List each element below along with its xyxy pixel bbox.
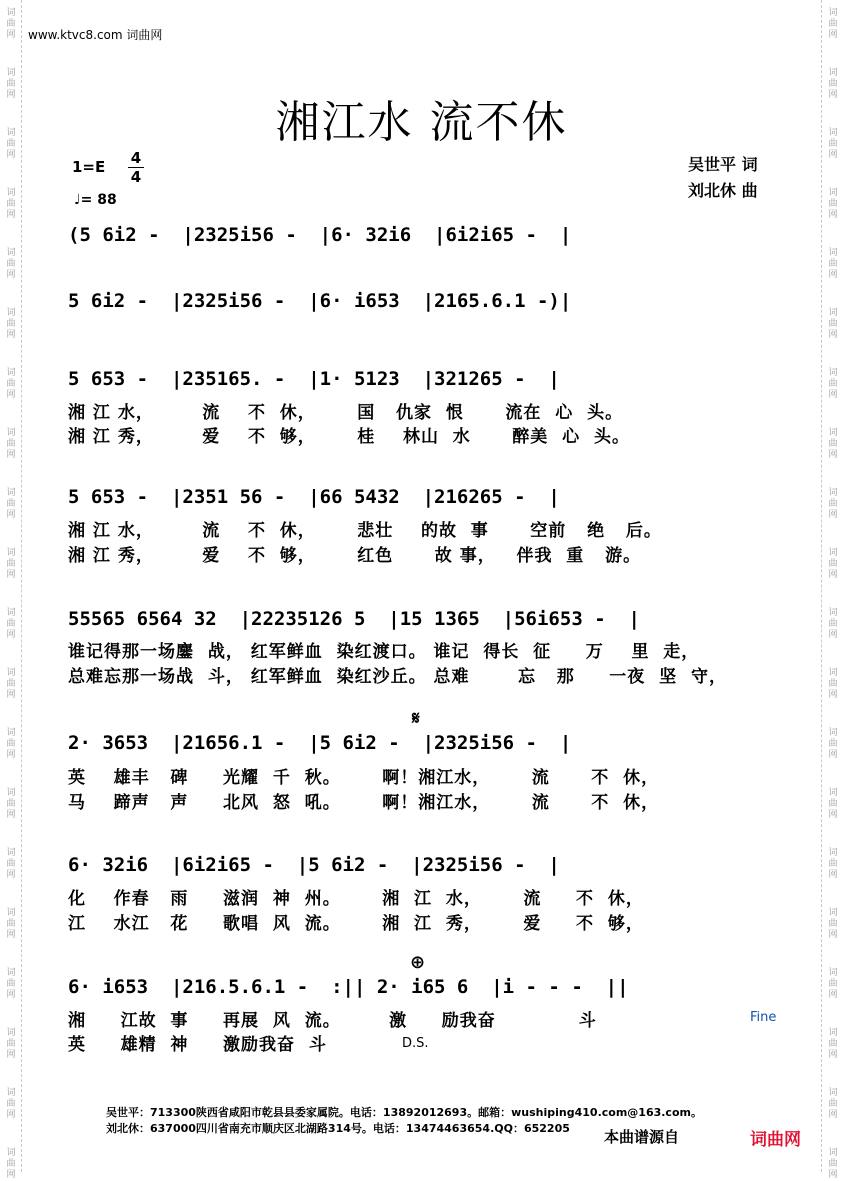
watermark-text: 词 曲 网 <box>828 908 838 940</box>
watermark-text: 词 曲 网 <box>828 128 838 160</box>
ds-mark: D.S. <box>402 1036 429 1051</box>
tempo-marking <box>74 192 117 208</box>
watermark-text: 词 曲 网 <box>6 428 16 460</box>
watermark-text: 词 曲 网 <box>828 548 838 580</box>
music-line-5: 55565 6564 32 |22235126 5 |15 1365 |56i653 - | <box>68 608 640 630</box>
lyric-line-4b: 湘 江 秀， 爱 不 够， 红色 故 事， 伴我 重 游。 <box>68 546 642 566</box>
lyric-line-7b: 江 水江 花 歌唱 风 流。 湘 江 秀， 爱 不 够， <box>68 914 644 934</box>
watermark-text: 词 曲 网 <box>6 188 16 220</box>
lyric-line-5b: 总难忘那一场战 斗， 红军鲜血 染红沙丘。 总难 忘 那 一夜 坚 守， <box>68 667 727 687</box>
watermark-text: 词 曲 网 <box>6 1148 16 1180</box>
lyric-line-5a: 谁记得那一场鏖 战， 红军鲜血 染红渡口。 谁记 得长 征 万 里 走， <box>68 642 700 662</box>
watermark-text: 词 曲 网 <box>828 308 838 340</box>
composer-credit: 刘北休 曲 <box>688 181 758 200</box>
site-logo[interactable]: 词曲网 <box>750 1130 801 1150</box>
lyric-line-8a: 湘 江故 事 再展 风 流。 激 励我奋 斗 <box>68 1011 597 1031</box>
footer-lyricist-contact: 吴世平：713300陕西省咸阳市乾县县委家属院。电话：13892012693。邮箱：wushiping410.com@163.com。 <box>106 1106 702 1119</box>
key-signature: 1=E <box>72 158 106 176</box>
lyric-line-4a: 湘 江 水， 流 不 休， 悲壮 的故 事 空前 绝 后。 <box>68 521 662 541</box>
watermark-text: 词 曲 网 <box>828 68 838 100</box>
watermark-text: 词 曲 网 <box>828 8 838 40</box>
watermark-text: 词 曲 网 <box>6 848 16 880</box>
watermark-text: 词 曲 网 <box>828 848 838 880</box>
music-line-6: 2· 3653 |21656.1 - |5 6i2 - |2325i56 - | <box>68 732 572 754</box>
watermark-text: 词 曲 网 <box>6 248 16 280</box>
watermark-text: 词 曲 网 <box>6 1028 16 1060</box>
time-signature-bottom: 4 <box>130 168 142 186</box>
watermark-text: 词 曲 网 <box>6 608 16 640</box>
right-margin-watermark <box>821 0 843 1180</box>
watermark-text: 词 曲 网 <box>6 128 16 160</box>
watermark-text: 词 曲 网 <box>6 488 16 520</box>
music-line-3: 5 653 - |235165. - |1· 5123 |321265 - | <box>68 368 560 390</box>
music-line-1: (5 6i2 - |2325i56 - |6· 32i6 |6i2i65 - | <box>68 224 572 246</box>
watermark-text: 词 曲 网 <box>828 428 838 460</box>
lyric-line-6b: 马 蹄声 声 北风 怒 吼。 啊！湘江水， 流 不 休， <box>68 793 660 813</box>
watermark-text: 词 曲 网 <box>828 368 838 400</box>
left-margin-watermark <box>0 0 22 1180</box>
lyric-line-3b: 湘 江 秀， 爱 不 够， 桂 林山 水 醉美 心 头。 <box>68 427 630 447</box>
music-line-2: 5 6i2 - |2325i56 - |6· i653 |2165.6.1 -)| <box>68 290 572 312</box>
watermark-text: 词 曲 网 <box>828 248 838 280</box>
watermark-text: 词 曲 网 <box>828 668 838 700</box>
watermark-text: 词 曲 网 <box>828 1148 838 1180</box>
music-line-8: 6· i653 |216.5.6.1 - :|| 2· i65 6 |i - - - || <box>68 976 629 998</box>
lyricist-credit: 吴世平 词 <box>688 155 758 174</box>
source-label: 本曲谱源自 <box>604 1128 680 1146</box>
watermark-text: 词 曲 网 <box>828 788 838 820</box>
footer-composer-contact: 刘北休：637000四川省南充市顺庆区北湖路314号。电话：13474463654.QQ：652205 <box>106 1122 570 1135</box>
coda-sign: ⊕ <box>410 952 426 973</box>
watermark-text: 词 曲 网 <box>828 1088 838 1120</box>
watermark-text: 词 曲 网 <box>6 368 16 400</box>
watermark-text: 词 曲 网 <box>6 68 16 100</box>
tempo-value: = 88 <box>80 192 117 208</box>
watermark-text: 词 曲 网 <box>828 488 838 520</box>
song-title: 湘江水 流不休 <box>275 97 568 148</box>
watermark-text: 词 曲 网 <box>6 968 16 1000</box>
watermark-text: 词 曲 网 <box>6 1088 16 1120</box>
site-url[interactable]: www.ktvc8.com 词曲网 <box>28 28 163 42</box>
watermark-text: 词 曲 网 <box>828 968 838 1000</box>
watermark-text: 词 曲 网 <box>6 908 16 940</box>
watermark-text: 词 曲 网 <box>6 548 16 580</box>
lyric-line-7a: 化 作春 雨 滋润 神 州。 湘 江 水， 流 不 休， <box>68 889 644 909</box>
watermark-text: 词 曲 网 <box>828 1028 838 1060</box>
watermark-text: 词 曲 网 <box>6 8 16 40</box>
watermark-text: 词 曲 网 <box>828 728 838 760</box>
music-line-4: 5 653 - |2351 56 - |66 5432 |216265 - | <box>68 486 560 508</box>
music-line-7: 6· 32i6 |6i2i65 - |5 6i2 - |2325i56 - | <box>68 854 560 876</box>
watermark-text: 词 曲 网 <box>6 668 16 700</box>
watermark-text: 词 曲 网 <box>828 608 838 640</box>
watermark-text: 词 曲 网 <box>6 308 16 340</box>
quarter-note-icon: ♩ <box>74 192 81 208</box>
lyric-line-8b: 英 雄精 神 激励我奋 斗 <box>68 1035 327 1055</box>
watermark-text: 词 曲 网 <box>6 728 16 760</box>
segno-sign: 𝄋 <box>412 708 420 729</box>
lyric-line-6a: 英 雄丰 碑 光耀 千 秋。 啊！湘江水， 流 不 休， <box>68 768 660 788</box>
time-signature <box>128 150 144 185</box>
time-signature-top: 4 <box>130 149 142 167</box>
watermark-text: 词 曲 网 <box>828 188 838 220</box>
watermark-text: 词 曲 网 <box>6 788 16 820</box>
lyric-line-3a: 湘 江 水， 流 不 休， 国 仇家 恨 流在 心 头。 <box>68 403 624 423</box>
fine-mark: Fine <box>750 1010 777 1025</box>
